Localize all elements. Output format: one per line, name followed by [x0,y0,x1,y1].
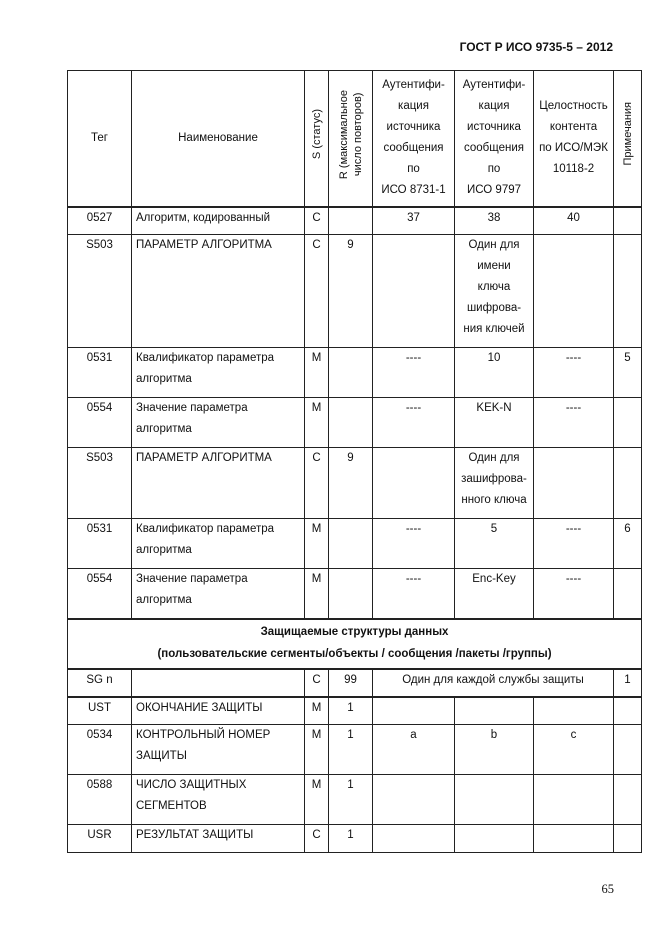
cell-status: M [305,348,329,398]
cell-line: ЧИСЛО ЗАЩИТНЫХ [136,779,247,791]
cell-line: Один для [468,452,520,464]
cell-line: нного ключа [461,494,527,506]
cell-line: ИСО 9797 [466,184,522,197]
cell-line: ---- [565,573,582,585]
cell-name [132,697,305,725]
cell-line: KEK-N [476,402,512,414]
cell-line: Значение параметра [136,573,248,585]
col-header-auth-8731 [373,71,455,207]
table-row [68,825,642,853]
cell-auth-9797 [455,448,534,519]
cell-auth-9797 [455,519,534,569]
cell-repeats [329,207,373,235]
cell-line: 10118-2 [552,163,595,176]
cell-line: сообщения [464,142,524,155]
table-row [68,398,642,448]
cell-line: Целостность [539,100,608,113]
cell-integrity [534,519,614,569]
table-row-sg [68,669,642,697]
cell-repeats: 9 [329,448,373,519]
cell-line: кация [478,100,510,113]
cell-name [132,519,305,569]
cell-auth-8731 [373,448,455,519]
col-header-tag: Тег [68,71,132,207]
table-row [68,775,642,825]
cell-auth-8731 [373,207,455,235]
cell-auth-8731 [373,725,455,775]
cell-name [132,725,305,775]
cell-repeats: 9 [329,235,373,348]
cell-line: Один для [468,239,520,251]
cell-line: по [487,163,501,176]
cell-line: Квалификатор параметра [136,523,275,535]
table-row [68,348,642,398]
cell-tag: S503 [68,448,132,519]
cell-line: ---- [405,573,422,585]
cell-auth-8731 [373,348,455,398]
cell-note [614,697,642,725]
cell-line: ПАРАМЕТР АЛГОРИТМА [136,239,272,251]
col-header-auth-9797 [455,71,534,207]
cell-line: источника [467,121,521,134]
cell-line: по ИСО/МЭК [539,142,608,155]
table-row [68,235,642,348]
cell-line: имени [477,260,511,272]
cell-status: C [305,448,329,519]
cell-tag: UST [68,697,132,725]
cell-line: Алгоритм, кодированный [136,211,271,224]
cell-name [132,235,305,348]
cell-note [614,207,642,235]
cell-auth-9797 [455,348,534,398]
cell-name [132,775,305,825]
page-number: 65 [601,882,614,896]
cell-line: алгоритма [136,423,192,435]
cell-line: алгоритма [136,373,192,385]
cell-integrity [534,775,614,825]
cell-tag: 0534 [68,725,132,775]
cell-line: 5 [490,523,498,535]
section-subtitle: (пользовательские сегменты/объекты / сообщения /пакеты /группы) [157,647,552,660]
cell-auth-9797 [455,398,534,448]
cell-line: 38 [487,211,501,224]
cell-note: 5 [614,348,642,398]
cell-line: по [407,163,420,176]
cell-note: 1 [614,669,642,697]
cell-line: ---- [565,523,582,535]
cell-line: РЕЗУЛЬТАТ ЗАЩИТЫ [136,829,254,841]
cell-status: C [305,825,329,853]
cell-status: M [305,398,329,448]
cell-auth-9797 [455,235,534,348]
cell-line: c [570,729,577,741]
cell-line: кация [398,100,429,113]
cell-line: ---- [565,352,582,364]
cell-integrity [534,725,614,775]
cell-repeats [329,519,373,569]
cell-auth-9797 [455,825,534,853]
cell-line: контента [549,121,598,134]
cell-integrity [534,235,614,348]
cell-tag: 0554 [68,569,132,619]
table-row [68,725,642,775]
cell-repeats: 99 [329,669,373,697]
cell-repeats: 1 [329,775,373,825]
cell-line: Квалификатор параметра [136,352,275,364]
cell-auth-9797 [455,725,534,775]
cell-tag: 0554 [68,398,132,448]
cell-tag: 0531 [68,519,132,569]
cell-integrity [534,448,614,519]
section-row [68,619,642,669]
table-row [68,569,642,619]
col-header-name: Наименование [132,71,305,207]
cell-line: шифрова- [466,302,522,314]
cell-status: C [305,207,329,235]
cell-line: алгоритма [136,594,192,606]
cell-line: сообщения [383,142,444,155]
cell-auth-8731 [373,775,455,825]
cell-line: ния ключей [463,323,525,335]
cell-line: зашифрова- [461,473,527,485]
cell-line: Аутентифи- [382,79,445,92]
cell-line: ключа [477,281,511,293]
cell-note [614,235,642,348]
cell-line: ОКОНЧАНИЕ ЗАЩИТЫ [136,701,263,714]
table-body-lower [68,697,642,853]
cell-line: ---- [565,402,582,414]
cell-integrity [534,697,614,725]
cell-status: M [305,519,329,569]
cell-name [132,398,305,448]
cell-line: 37 [407,211,420,224]
cell-line: ИСО 8731-1 [381,184,446,197]
cell-line: Значение параметра [136,402,248,414]
cell-status: C [305,669,329,697]
cell-auth-8731 [373,825,455,853]
cell-auth-9797 [455,207,534,235]
cell-auth-8731 [373,697,455,725]
section-title: Защищаемые структуры данных [260,625,449,638]
cell-auth-8731 [373,235,455,348]
cell-note [614,569,642,619]
cell-merged-services: Один для каждой службы защиты [373,669,614,697]
col-header-status: S (статус) [305,71,329,207]
cell-auth-8731 [373,398,455,448]
cell-tag: 0588 [68,775,132,825]
cell-line: СЕГМЕНТОВ [136,800,207,812]
cell-repeats: 1 [329,825,373,853]
cell-line: b [490,729,498,741]
cell-note [614,448,642,519]
cell-name [132,569,305,619]
cell-tag: USR [68,825,132,853]
cell-auth-9797 [455,569,534,619]
cell-line: КОНТРОЛЬНЫЙ НОМЕР [136,729,271,741]
table-row [68,207,642,235]
cell-integrity [534,398,614,448]
cell-integrity [534,348,614,398]
cell-note [614,775,642,825]
col-header-integrity [534,71,614,207]
cell-line: Enc-Key [472,573,516,585]
cell-status: M [305,725,329,775]
table-row [68,697,642,725]
cell-auth-8731 [373,569,455,619]
cell-line: ЗАЩИТЫ [136,750,187,762]
cell-name [132,669,305,697]
cell-tag: 0527 [68,207,132,235]
cell-line: ---- [405,402,422,414]
table-body-upper [68,207,642,619]
col-header-notes: Примечания [614,71,642,207]
cell-name [132,825,305,853]
cell-name [132,348,305,398]
cell-repeats [329,348,373,398]
cell-status: M [305,775,329,825]
cell-line: ---- [405,523,422,535]
cell-auth-9797 [455,697,534,725]
cell-note [614,825,642,853]
cell-tag: SG n [68,669,132,697]
cell-status: M [305,697,329,725]
cell-repeats: 1 [329,725,373,775]
table-row [68,519,642,569]
cell-repeats [329,398,373,448]
cell-tag: 0531 [68,348,132,398]
cell-line: a [410,729,417,741]
cell-line: 10 [487,352,501,364]
cell-auth-8731 [373,519,455,569]
cell-name [132,207,305,235]
cell-auth-9797 [455,775,534,825]
document-header: ГОСТ Р ИСО 9735-5 – 2012 [459,40,613,54]
table-row [68,448,642,519]
cell-integrity [534,207,614,235]
security-segment-table [67,70,642,853]
cell-tag: S503 [68,235,132,348]
cell-note: 6 [614,519,642,569]
cell-repeats: 1 [329,697,373,725]
cell-integrity [534,825,614,853]
cell-integrity [534,569,614,619]
cell-line: ---- [405,352,422,364]
cell-status: C [305,235,329,348]
table-header-row [68,71,642,207]
section-heading [68,619,642,669]
cell-repeats [329,569,373,619]
cell-name [132,448,305,519]
cell-note [614,398,642,448]
cell-line: 40 [567,211,580,224]
cell-status: M [305,569,329,619]
cell-line: источника [386,121,441,134]
col-header-repeats: R (максимальное число повторов) [329,71,373,207]
cell-line: Аутентифи- [462,79,526,92]
cell-line: алгоритма [136,544,192,556]
cell-line: ПАРАМЕТР АЛГОРИТМА [136,452,272,464]
cell-note [614,725,642,775]
